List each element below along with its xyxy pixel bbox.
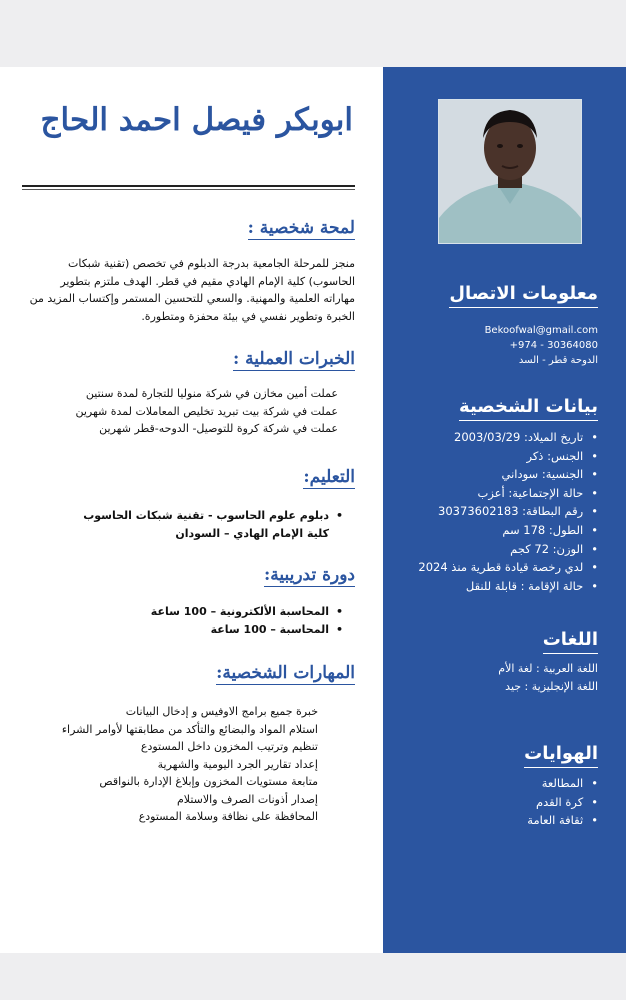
- hobbies-list: [527, 774, 598, 830]
- personal-title: بيانات الشخصية: [459, 396, 598, 421]
- list-item: • حالة الإجتماعية: أعزب: [418, 484, 598, 503]
- list-item: تنظيم وترتيب المخزون داخل المستودع: [140, 740, 318, 753]
- list-item: اللغة الإنجليزية : جيد: [505, 680, 598, 693]
- experience-list: [75, 385, 338, 438]
- list-item: • الجنس: ذكر: [418, 447, 598, 466]
- list-item: • تاريخ الميلاد: 2003/03/29: [418, 428, 598, 447]
- experience-title: الخبرات العملية :: [232, 349, 355, 369]
- education-title: التعليم:: [303, 467, 355, 487]
- person-name: ابوبكر فيصل احمد الحاج: [40, 102, 353, 138]
- contact-info: [485, 323, 598, 368]
- list-item: عملت أمين مخازن في شركة منوليا للتجارة لمدة سنتين: [85, 387, 338, 400]
- list-item: •دبلوم علوم الحاسوب - تقنية شبكات الحاسوب: [83, 509, 343, 522]
- courses-list: [151, 603, 343, 639]
- contact-phone: +974 - 30364080: [509, 340, 598, 351]
- profile-photo: [438, 99, 582, 244]
- list-item: • الطول: 178 سم: [418, 521, 598, 540]
- list-item: خبرة جميع برامج الاوفيس و إدخال البيانات: [125, 705, 318, 718]
- list-item: • حالة الإقامة : قابلة للنقل: [418, 577, 598, 596]
- education-college: كلية الإمام الهادي – السودان: [175, 527, 329, 540]
- list-item: اللغة العربية : لغة الأم: [498, 662, 598, 675]
- skills-title: المهارات الشخصية:: [216, 663, 355, 683]
- courses-title: دورة تدريبية:: [263, 565, 355, 585]
- list-item: عملت في شركة بيت تبريد تخليص المعاملات لمدة شهرين: [75, 404, 338, 418]
- list-item: • الجنسية: سوداني: [418, 465, 598, 484]
- skills-list: [62, 703, 318, 826]
- contact-title: معلومات الاتصال: [449, 283, 598, 308]
- list-item: إعداد تقارير الجرد اليومية والشهرية: [157, 757, 318, 771]
- list-item: • المطالعة: [527, 774, 598, 793]
- list-item: • لدي رخصة قيادة قطرية منذ 2024: [418, 558, 598, 577]
- sidebar: [383, 67, 626, 953]
- education-degree: دبلوم علوم الحاسوب - تقنية شبكات الحاسوب: [83, 509, 329, 522]
- main-column: [0, 67, 383, 953]
- cv-page: [0, 67, 626, 953]
- list-item: متابعة مستويات المخزون وإبلاغ الإدارة بالنواقص: [99, 775, 318, 788]
- list-item: إصدار أذونات الصرف والاستلام: [176, 792, 318, 806]
- profile-text: منجز للمرحلة الجامعية بدرجة الدبلوم في تخصص (تقنية شبكات الحاسوب) كلية الإمام الهادي مقيم في قطر. الهدف ملتزم بتطوير مهاراته العلمية والمهنية. والسعي للتحسين المستمر وإكتساب المزيد من الخبرة وتطوير نفسي في بيئة محفزة ومتطورة.: [29, 257, 355, 323]
- list-item: [83, 525, 343, 543]
- list-item: •المحاسبة – 100 ساعة: [210, 623, 343, 636]
- contact-address: الدوحة قطر - السد: [518, 355, 598, 366]
- course-item: المحاسبة – 100 ساعة: [210, 623, 329, 636]
- list-item: • رقم البطاقة: 30373602183: [418, 502, 598, 521]
- list-item: استلام المواد والبضائع والتأكد من مطابقتها لأوامر الشراء: [61, 722, 318, 736]
- profile-title: لمحة شخصية :: [247, 218, 355, 238]
- list-item: • الوزن: 72 كجم: [418, 540, 598, 559]
- list-item: • ثقافة العامة: [527, 811, 598, 830]
- languages-title: اللغات: [543, 629, 598, 654]
- personal-list: [418, 428, 598, 595]
- list-item: • كرة القدم: [527, 793, 598, 812]
- list-item: عملت في شركة كروة للتوصيل- الدوحه-قطر شهرين: [99, 422, 338, 435]
- hobbies-title: الهوايات: [524, 743, 598, 768]
- list-item: المحافظة على نظافة وسلامة المستودع: [138, 810, 318, 823]
- languages-list: [498, 660, 598, 696]
- education-list: [83, 507, 343, 543]
- divider: [22, 189, 355, 190]
- contact-email[interactable]: Bekoofwal@gmail.com: [484, 325, 598, 336]
- course-item: المحاسبة الألكترونية – 100 ساعة: [150, 605, 329, 618]
- list-item: •المحاسبة الألكترونية – 100 ساعة: [150, 605, 343, 618]
- divider: [22, 185, 355, 187]
